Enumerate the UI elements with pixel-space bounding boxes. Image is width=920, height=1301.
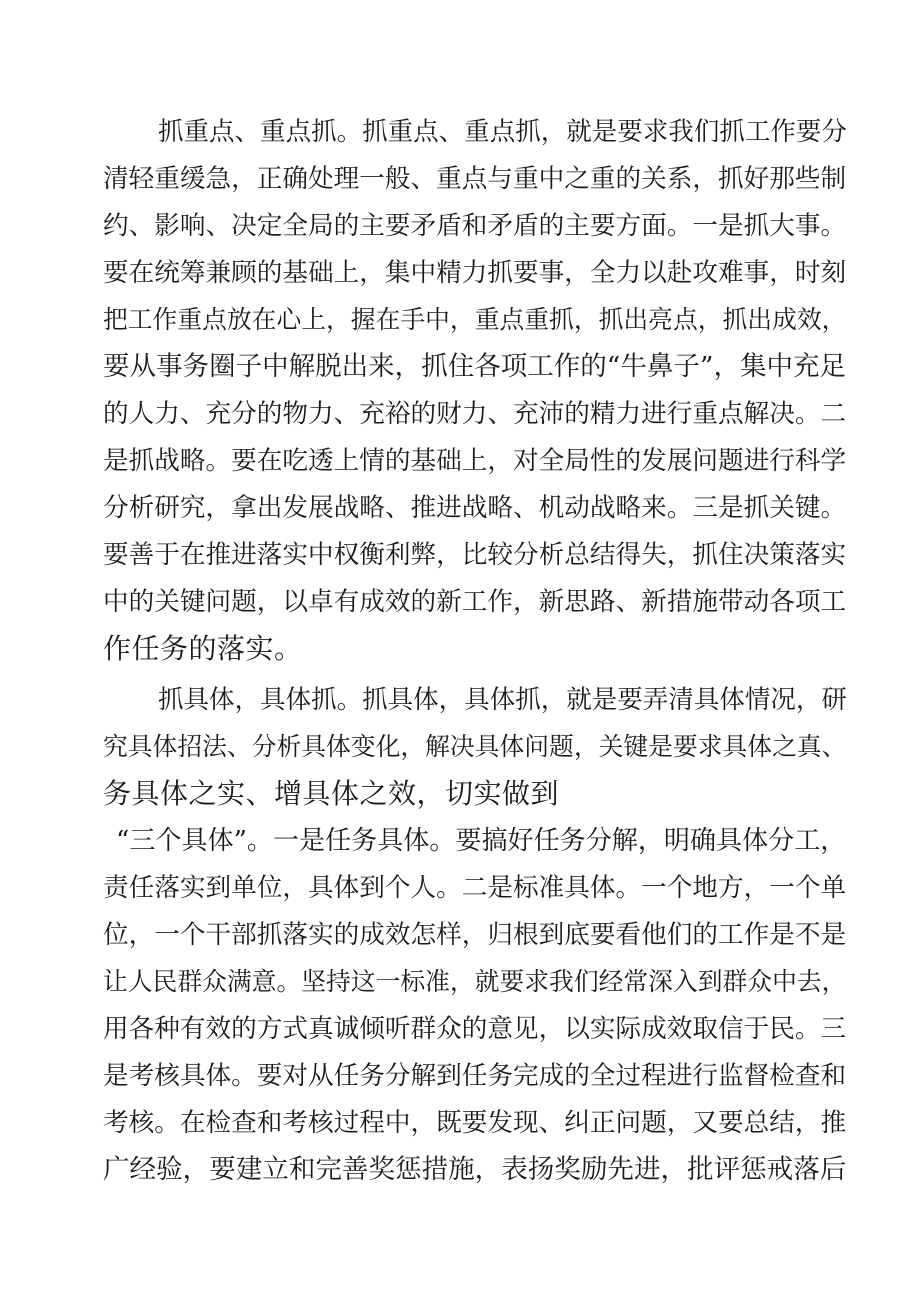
paragraph-2-line-3: 务具体之实、增具体之效，切实做到 — [103, 777, 560, 810]
paragraph-1-line-10: 要善于在推进落实中权衡利弊，比较分析总结得失，抓住决策落实 — [103, 540, 847, 570]
paragraph-2-line-4: “三个具体”。一是任务具体。要搞好任务分解，明确具体分工， — [116, 826, 847, 856]
paragraph-1-line-5: 把工作重点放在心上，握在手中，重点重抓，抓出亮点，抓出成效， — [103, 305, 847, 334]
paragraph-2-line-7: 让人民群众满意。坚持这一标准，就要求我们经常深入到群众中去， — [103, 967, 847, 996]
paragraph-1-line-2: 清轻重缓急，正确处理一般、重点与重中之重的关系，抓好那些制 — [103, 164, 847, 194]
paragraph-2-line-1: 抓具体，具体抓。抓具体，具体抓，就是要弄清具体情况，研 — [158, 685, 847, 715]
paragraph-2-line-2: 究具体招法、分析具体变化，解决具体问题，关键是要求具体之真、 — [103, 732, 847, 761]
paragraph-2-line-11: 广经验，要建立和完善奖惩措施，表扬奖励先进，批评惩戒落后 — [103, 1154, 847, 1185]
paragraph-2-line-5: 责任落实到单位，具体到个人。二是标准具体。一个地方，一个单 — [103, 873, 847, 903]
paragraph-1-line-7: 的人力、充分的物力、充裕的财力、充沛的精力进行重点解决。二 — [103, 399, 847, 429]
paragraph-1-line-11: 中的关键问题，以卓有成效的新工作，新思路、新措施带动各项工 — [103, 587, 847, 617]
paragraph-1-line-1: 抓重点、重点抓。抓重点、重点抓，就是要求我们抓工作要分 — [158, 117, 847, 147]
paragraph-1-line-6: 要从事务圈子中解脱出来，抓住各项工作的“牛鼻子”，集中充足 — [103, 351, 847, 382]
paragraph-2-line-9: 是考核具体。要对从任务分解到任务完成的全过程进行监督检查和 — [103, 1061, 847, 1091]
paragraph-2-line-10: 考核。在检查和考核过程中，既要发现、纠正问题，又要总结，推 — [103, 1108, 847, 1138]
paragraph-2-line-8: 用各种有效的方式真诚倾听群众的意见，以实际成效取信于民。三 — [103, 1014, 847, 1044]
paragraph-1-line-8: 是抓战略。要在吃透上情的基础上，对全局性的发展问题进行科学 — [103, 446, 847, 476]
paragraph-1-line-4: 要在统筹兼顾的基础上，集中精力抓要事，全力以赴攻难事，时刻 — [103, 258, 847, 288]
paragraph-1-line-12: 作任务的落实。 — [103, 632, 303, 665]
paragraph-2-line-6: 位，一个干部抓落实的成效怎样，归根到底要看他们的工作是不是 — [103, 920, 847, 950]
paragraph-1-line-3: 约、影响、决定全局的主要矛盾和矛盾的主要方面。一是抓大事。 — [103, 211, 847, 241]
paragraph-1-line-9: 分析研究，拿出发展战略、推进战略、机动战略来。三是抓关键。 — [103, 493, 847, 523]
